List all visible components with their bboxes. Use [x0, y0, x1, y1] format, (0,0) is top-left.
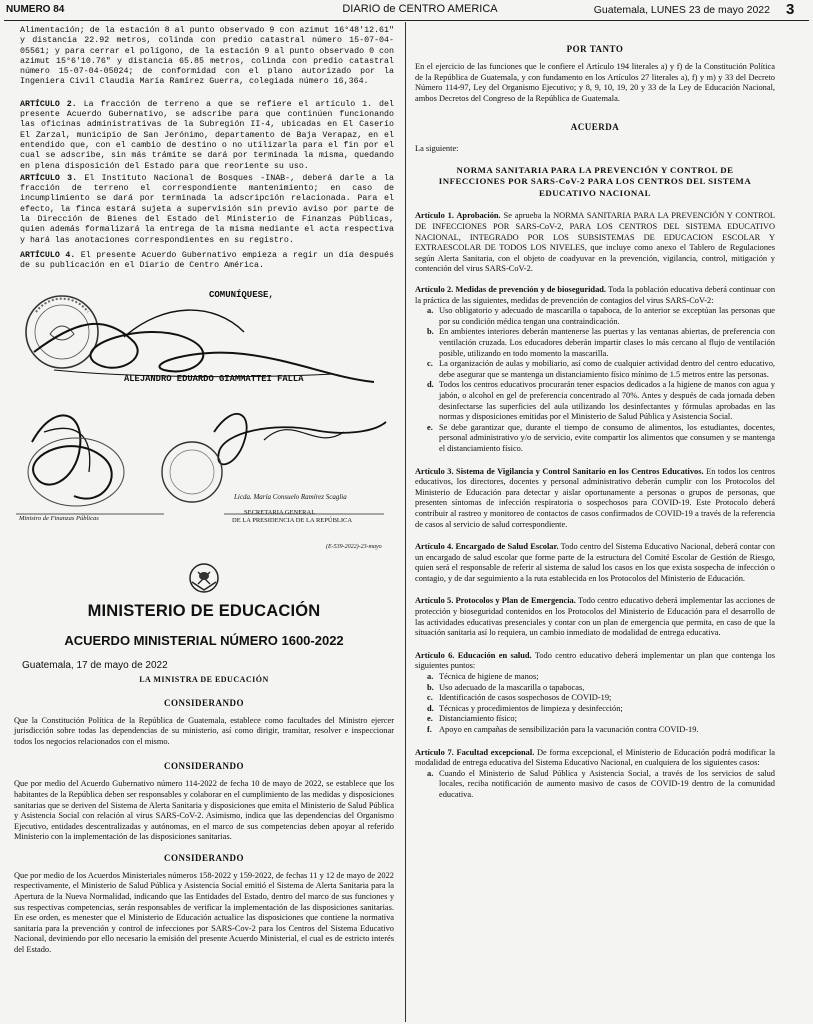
list-item-text: Identificación de casos sospechosos de COVID-19;: [439, 693, 612, 703]
list-item-letter: c.: [427, 359, 433, 369]
secretary-signature-icon: [214, 413, 386, 463]
gov-article-4-text: El presente Acuerdo Gubernativo empieza a regir un día después de su publicación en el Diario de Centro América.: [20, 250, 394, 271]
signatures-drawing: [14, 282, 394, 552]
finance-minister-signature-icon: [28, 415, 124, 506]
article-5-text: Todo centro educativo deberá implementar las acciones de protección y bioseguridad contenidos en los Protocolos del Ministerio de Educación para el desarrollo de las actividades educativas presenciales y contar con un plan de emergencia que permita, en caso de que la situación sanitaria así lo requiera, un cambio inmediato de modalidad de entrega educativa.: [415, 596, 775, 638]
newspaper-name: DIARIO de CENTRO AMERICA: [342, 3, 498, 15]
secretary-title-2: DE LA PRESIDENCIA DE LA REPÚBLICA: [232, 516, 353, 524]
coat-of-arms-wrap: [14, 560, 394, 596]
gov-article-3: [14, 174, 394, 246]
list-item-letter: a.: [427, 768, 434, 778]
list-item-text: Cuando el Ministerio de Salud Pública y Asistencia Social, a través de los servicios de salud locales, reciba notificación de aumento masivo de casos de COVID-19 dentro de la comunidad educativa.: [439, 768, 775, 799]
secretariat-seal-icon: [162, 442, 222, 502]
list-item: [427, 683, 775, 694]
gov-article-2-text: La fracción de terreno a que se refiere el artículo 1. del presente Acuerdo Gubernativo, se adscribe para que continúen funcionando las oficinas administrativas de la Subregión II-4, ubicadas en El Caserío El Zarzal, municipio de San Jerónimo, departamento de Baja Verapaz, en el entendido que, con el cambio de destino o no utilizarla para el fin por el cual se adscribe, sin más trámite se dará por terminada la misma, quedando en plena disposición del Estado para que reoriente su uso.: [20, 99, 394, 171]
list-item-text: Técnica de higiene de manos;: [439, 672, 539, 682]
list-item-text: Se debe garantizar que, durante el tiempo de consumo de alimentos, los estudiantes, docentes, personal administrativo y/o de servicio, evite compartir los alimentos que consumen y se mantenga el distanciamiento físico.: [439, 422, 775, 453]
article-2-list: [415, 306, 775, 454]
article-7-list: [415, 769, 775, 801]
gov-article-2: [14, 100, 394, 172]
list-item: [427, 714, 775, 725]
considerando-1-heading: CONSIDERANDO: [163, 697, 244, 708]
article-4-text: Todo centro del Sistema Educativo Nacional, deberá contar con un encargado de salud escolar que forme parte de la estructura del Comité Escolar de Gestión de Riesgo, quien será el responsable de referir al sistema de salud los casos en los que exista sospecha de infección o contagio, y de dar seguimiento a la ruta establecida en los Protocolos del Ministerio de Educación.: [415, 542, 775, 583]
list-item: [427, 769, 775, 801]
article-7-title: Artículo 7. Facultad excepcional.: [415, 747, 535, 757]
presidency-seal-icon: [26, 296, 98, 368]
right-column: [415, 26, 775, 801]
la-siguiente: La siguiente:: [415, 144, 459, 154]
issue-number: NUMERO 84: [6, 4, 65, 15]
article-2-text: Toda la población educativa deberá continuar con la práctica de las siguientes, medidas de prevención de contagios del virus SARS-CoV-2:: [415, 285, 776, 305]
list-item-text: Todos los centros educativos procurarán tener espacios dedicados a la higiene de manos con agua y jabón, o alcohol en gel de preferencia concentrado al 70%. Antes y después de cada jornada deben desinfectarse las superficies del aula utilizando los desinfectantes y fórmulas aprobadas en las normas y disposiciones emitidas por el Ministerio de Salud Pública y Asistencia Social.: [439, 380, 775, 422]
article-1-title: Artículo 1. Aprobación.: [415, 211, 501, 221]
president-name: ALEJANDRO EDUARDO GIAMMATTEI FALLA: [124, 373, 304, 384]
issue-date: Guatemala, LUNES 23 de mayo 2022: [593, 4, 770, 16]
acuerda-heading: ACUERDA: [570, 122, 620, 133]
column-divider: [405, 22, 406, 1022]
article-3-title: Artículo 3. Sistema de Vigilancia y Control Sanitario en los Centros Educativos.: [415, 466, 704, 476]
list-item-letter: c.: [427, 693, 433, 703]
guatemala-coat-of-arms-icon: [186, 560, 222, 596]
list-item: [427, 380, 775, 422]
list-item-text: Uso adecuado de la mascarilla o tapabocas,: [439, 682, 585, 692]
por-tanto-text: En el ejercicio de las funciones que le confiere el Artículo 194 literales a) y f) de la Constitución Política de la República de Guatemala, y con fundamento en los Artículos 27 literales a), f) y m) y 33 del Decreto Número 114-97, Ley del Organismo Ejecutivo; y 8, 9, 10, 19, 20 y 33 de la Ley de Educación Nacional, ambos Decretos del Congreso de la República de Guatemala.: [415, 62, 775, 103]
left-column: [14, 26, 394, 956]
list-item-text: Técnicas y procedimientos de limpieza y desinfección;: [439, 703, 623, 713]
list-item: [427, 704, 775, 715]
list-item-letter: b.: [427, 327, 434, 337]
considerando-1: Que la Constitución Política de la República de Guatemala, establece como facultades del Ministro ejercer jurisdicción sobre todas las dependencias de su ministerio, así como dirigir, tramitar, resolver e inspeccionar todos los negocios relacionados con el mismo.: [14, 715, 394, 746]
article-6: [415, 651, 775, 672]
comuniquese-label: COMUNÍQUESE,: [209, 289, 274, 300]
publication-ref-code: (E-539-2022)-23-mayo: [326, 543, 382, 550]
list-item: [427, 672, 775, 683]
place-date: Guatemala, 17 de mayo de 2022: [22, 659, 168, 671]
article-3: [415, 467, 775, 531]
por-tanto-heading: POR TANTO: [566, 44, 624, 54]
gov-article-4: [14, 251, 394, 272]
left-signature-caption: Ministro de Finanzas Públicas: [19, 514, 99, 522]
list-item-letter: f.: [427, 725, 432, 734]
ministry-title: MINISTERIO DE EDUCACIÓN: [87, 601, 321, 620]
gov-article-3-title: ARTÍCULO 3.: [20, 173, 78, 183]
list-item-text: Apoyo en campañas de sensibilización para la vacunación contra COVID-19.: [439, 725, 699, 734]
list-item: [427, 725, 775, 736]
acuerdo-title: ACUERDO MINISTERIAL NÚMERO 1600-2022: [64, 632, 344, 648]
article-7: [415, 748, 775, 769]
list-item-text: En ambientes interiores deberán mantenerse las puertas y las ventanas abiertas, de preferencia con ventilación cruzada. Los educadores deberán impartir clases lo más cercano al flujo de ventilación posible, utilizando en todo momento la mascarilla.: [439, 327, 775, 358]
list-item: [427, 306, 775, 327]
list-item-letter: e.: [427, 714, 433, 724]
list-item-letter: a.: [427, 306, 434, 316]
article-3-text: En todos los centros educativos, los directores, docentes y personal administrativo deberán cumplir con los Protocolos del Ministerio de Educación para detectar y aislar oportunamente a personas o grupos de personas, que presenten síntomas de infección respiratoria o sospechosos para COVID-19. Este Protocolo deberá contribuir al rastreo y monitoreo de contactos de casos confirmados de COVID-19 a través de la referencia de casos al servicio de salud correspondiente.: [415, 466, 775, 529]
article-1-text: Se aprueba la NORMA SANITARIA PARA LA PREVENCIÓN Y CONTROL DE INFECCIONES POR SARS-CoV-2, PARA LOS CENTROS DEL SISTEMA EDUCATIVO NACIONAL, INTEGRADO POR LOS SUBSISTEMAS DE EDUCACION ESCOLAR Y EXTRAESCOLAR DE TODOS LOS NIVELES, que incluye como anexo el Tablero de Regulaciones según Alerta Sanitaria, con el objeto de coadyuvar en la prevención, vigilancia, control, mitigación y contención del virus SARS-CoV-2.: [415, 211, 775, 274]
list-item: [427, 359, 775, 380]
article-6-list: [415, 672, 775, 736]
list-item-text: Uso obligatorio y adecuado de mascarilla o tapaboca, de lo anterior se exceptúan las personas que por su condición médica tengan una contraindicación.: [439, 306, 775, 326]
article-1: [415, 211, 775, 275]
signature-block: [14, 272, 394, 560]
list-item-letter: d.: [427, 703, 434, 713]
intro-paragraph: Alimentación; de la estación 8 al punto observado 9 con azimut 16°48'12.61" y distancia 22.92 metros, colinda con predio catastral número 15-07-04-05561; y para cerrar el polígono, de la estación 9 al punto observado 0 con azimut 15°6'10.76" y distancia 65.85 metros, colinda con predio catastral número 15-07-04-05024; de conformidad con el plano autorizado por la Ingeniera Civil Claudia María Ramírez Guerra, colegiada número 16,364.: [20, 26, 394, 87]
considerando-2: Que por medio del Acuerdo Gubernativo número 114-2022 de fecha 10 de mayo de 2022, se establece que los habitantes de la República deben ser responsables y colaborar en el cumplimiento de las medidas y disposiciones sanitarias que se deriven del Sistema de Alerta Sanitaria y disposiciones que emita el Ministerio de Salud Pública y Asistencia Social con relación al virus SARS-CoV-2. Asimismo, indica que las dependencias del Organismo Ejecutivo, entidades descentralizadas y autónomas, en el marco de sus competencias deben apoyar al referido Ministerio con la implementación de las disposiciones sanitarias.: [14, 779, 394, 842]
list-item-letter: a.: [427, 672, 434, 682]
norma-title: NORMA SANITARIA PARA LA PREVENCIÓN Y CONTROL DE INFECCIONES POR SARS-CoV-2 PARA LOS CENTROS DEL SISTEMA EDUCATIVO NACIONAL: [438, 164, 752, 198]
article-2-title: Artículo 2. Medidas de prevención y de bioseguridad.: [415, 285, 607, 295]
considerando-3: Que por medio de los Acuerdos Ministeriales números 158-2022 y 159-2022, de fechas 11 y 12 de mayo de 2022 respectivamente, el Ministerio de Salud Pública y Asistencia Social emitió el Sistema de Alerta Sanitaria para la Apertura de la Nueva Normalidad, indicando que las Entidades del Estado, dentro del marco de sus funciones y sus respectivas competencias, serán responsables de verificar la implementación de las disposiciones sanitarias. En ese orden, es menester que el Ministerio de Educación actualice las disposiciones que contiene la normativa sanitaria para la prevención y control de infecciones por SARS-Cov-2 para los Centros del Sistema Educativo Nacional, deviniendo por ello necesario la emisión del presente Acuerdo Ministerial, el cual es de estricto interés del Estado.: [14, 870, 394, 955]
gov-article-2-title: ARTÍCULO 2.: [20, 99, 77, 109]
list-item: [427, 423, 775, 455]
article-2: [415, 285, 775, 306]
list-item-text: La organización de aulas y mobiliario, así como de cualquier actividad dentro del centro educativo, debe asegurar que se mantenga un distanciamiento físico mínimo de 1.5 metros entre las personas.: [439, 359, 775, 379]
list-item-text: Distanciamiento físico;: [439, 714, 517, 724]
list-item: [427, 693, 775, 704]
article-4: [415, 542, 775, 584]
article-5: [415, 596, 775, 638]
header-rule: [4, 20, 809, 21]
gov-article-3-text: El Instituto Nacional de Bosques -INAB-, deberá darle a la fracción de terreno el correspondiente mantenimiento; en caso de incumplimiento se dará por terminada la adscripción relacionada. Para el efecto, la finca estará sujeta a supervisión sin previo aviso por parte de la Dirección de Bienes del Estado del Ministerio de Finanzas Públicas, quien además formalizará la entrega de la misma mediante el acta respectiva y hará las anotaciones correspondientes en su registro.: [20, 173, 394, 245]
gov-article-4-title: ARTÍCULO 4.: [20, 250, 76, 260]
article-7-text: De forma excepcional, el Ministerio de Educación podrá modificar la modalidad de entrega educativa del Sistema Educativo Nacional, en cualquiera de los siguientes casos:: [415, 747, 776, 768]
considerando-3-heading: CONSIDERANDO: [163, 852, 244, 863]
minister-heading: LA MINISTRA DE EDUCACIÓN: [139, 674, 269, 684]
page-number: 3: [786, 1, 795, 18]
page-header: [0, 0, 813, 22]
article-5-title: Artículo 5. Protocolos y Plan de Emergencia.: [415, 596, 576, 606]
secretary-name: Licda. María Consuelo Ramírez Scaglia: [234, 492, 347, 501]
article-6-title: Artículo 6. Educación en salud.: [415, 650, 532, 660]
article-4-title: Artículo 4. Encargado de Salud Escolar.: [415, 542, 559, 552]
list-item-letter: d.: [427, 380, 434, 390]
article-6-text: Todo centro educativo deberá implementar un plan que contenga los siguientes puntos:: [415, 650, 775, 671]
list-item-letter: e.: [427, 422, 433, 432]
list-item-letter: b.: [427, 682, 434, 692]
secretary-title-1: SECRETARIA GENERAL: [244, 508, 316, 516]
considerando-2-heading: CONSIDERANDO: [163, 761, 244, 772]
list-item: [427, 327, 775, 359]
